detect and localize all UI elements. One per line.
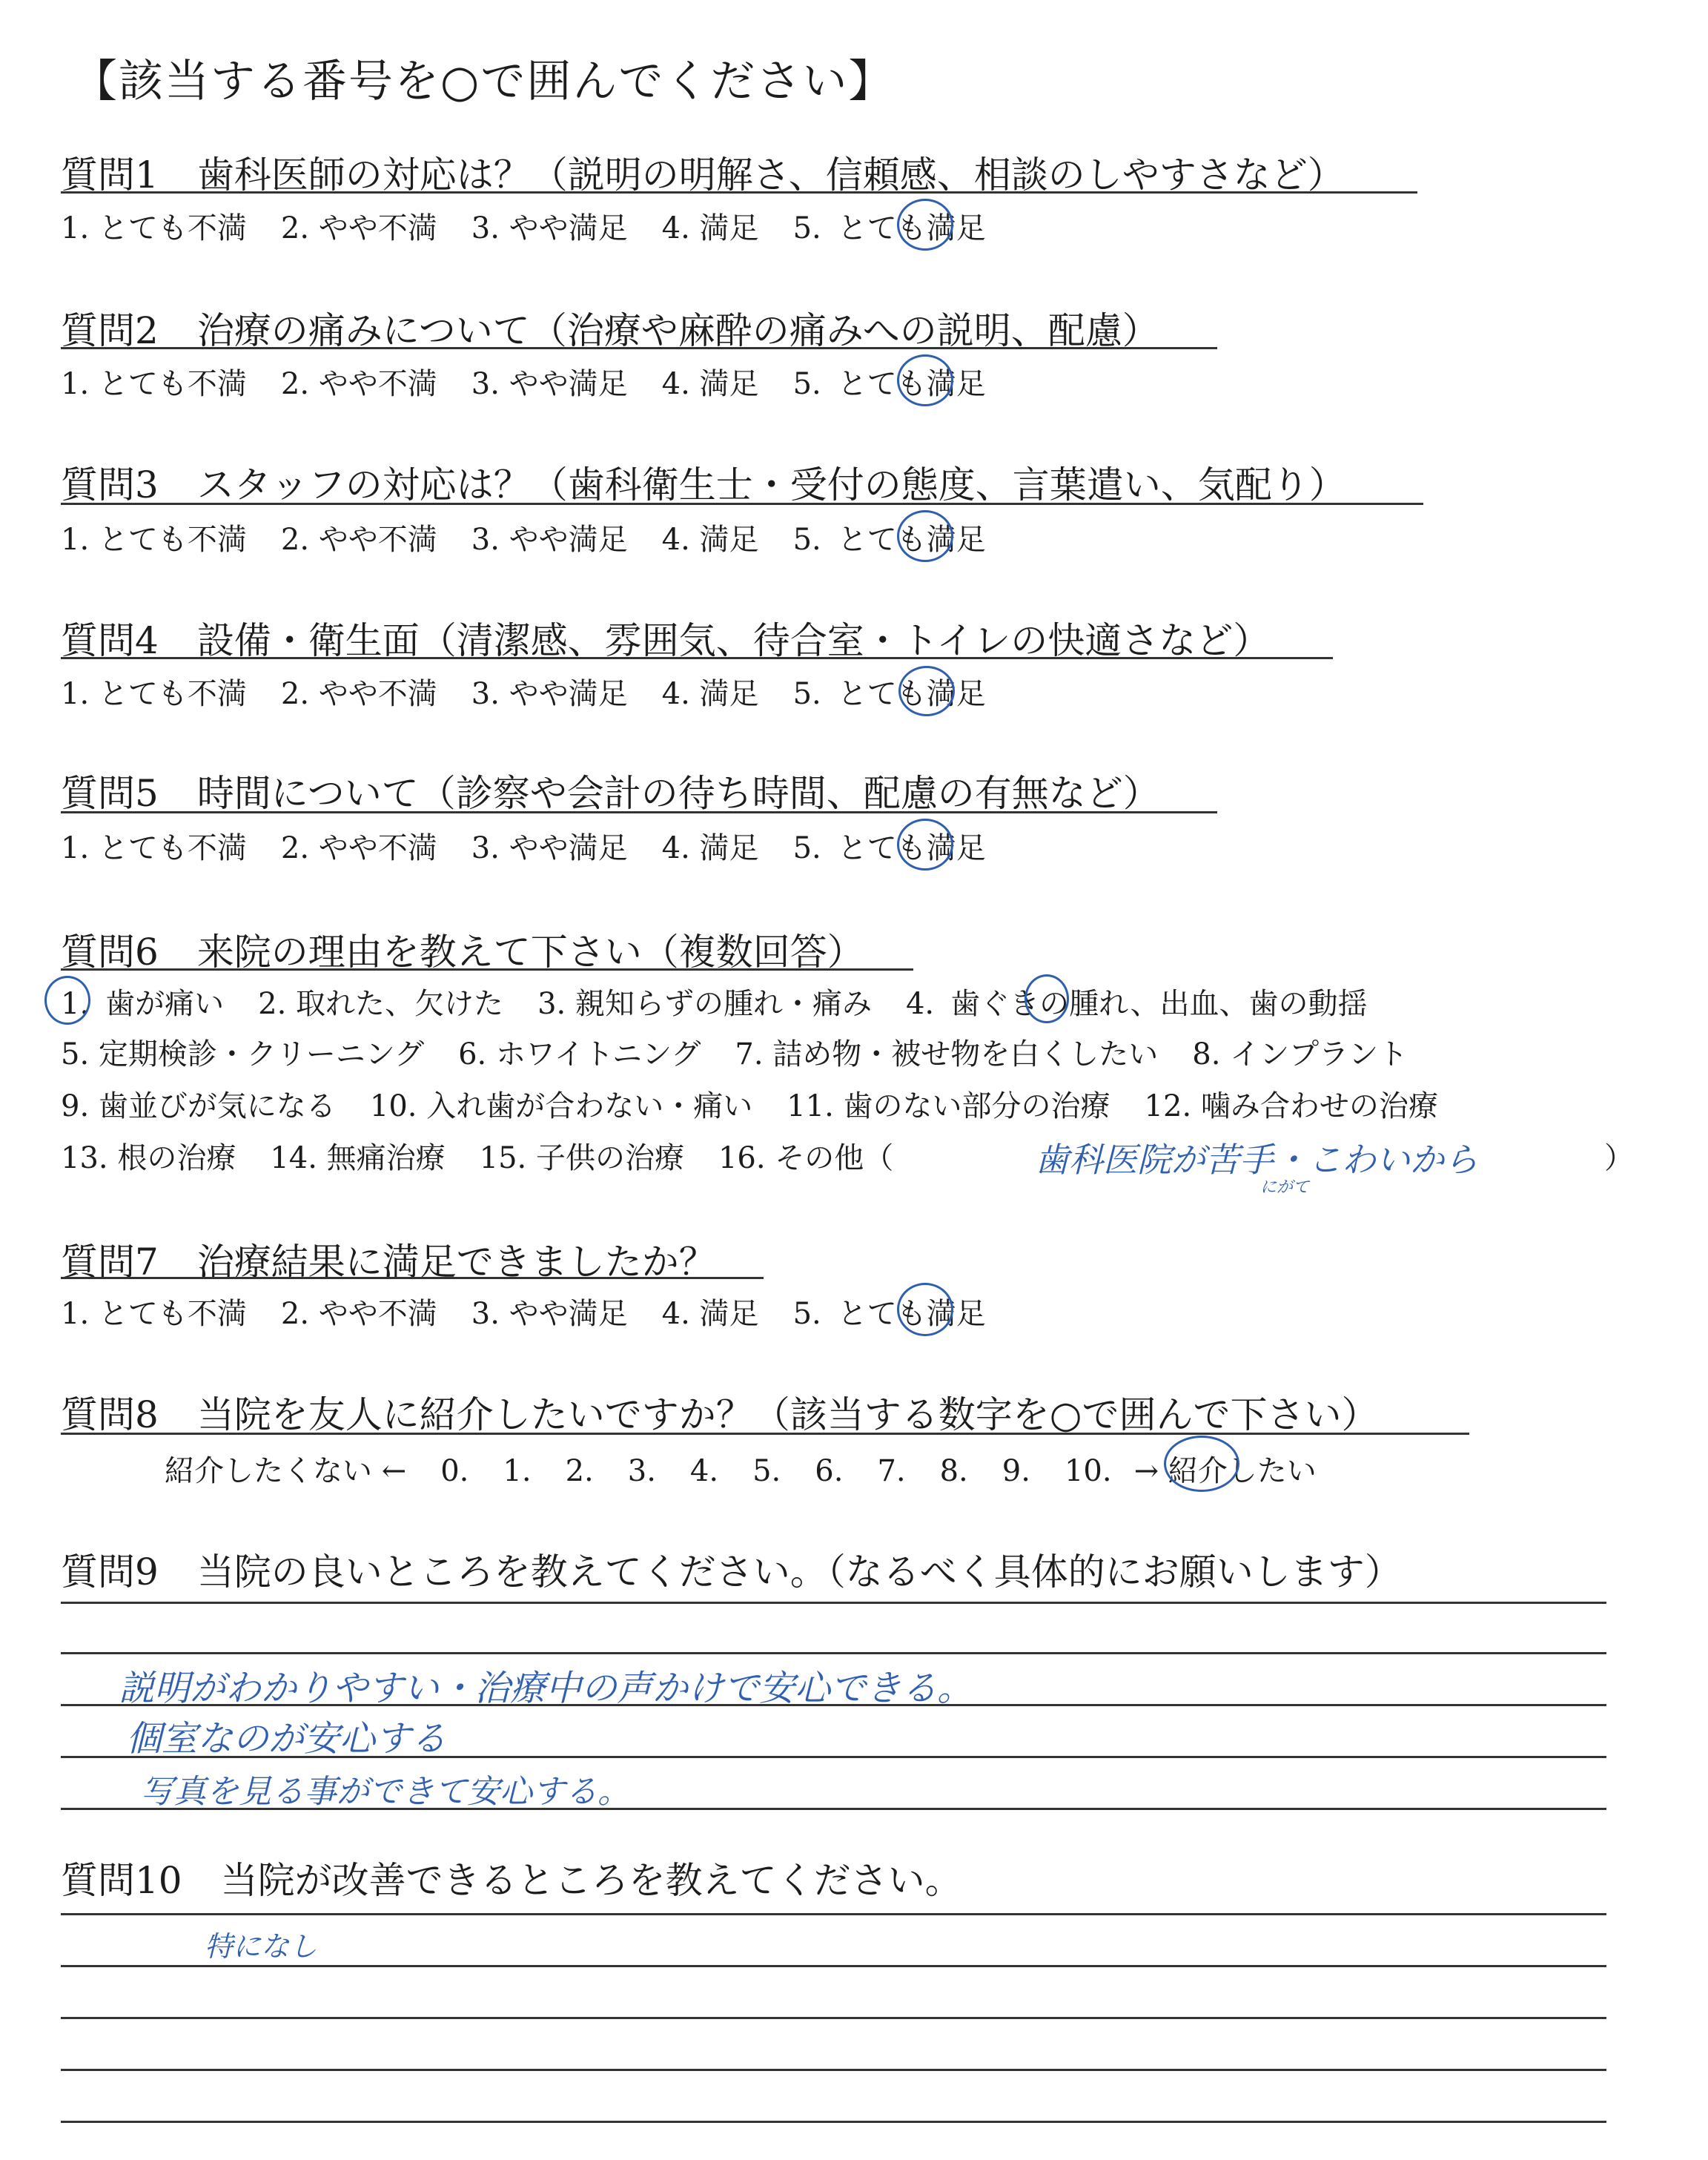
answer-circle-q8 [1164, 1436, 1239, 1492]
option-5[interactable]: 5. [792, 831, 821, 865]
option-8[interactable]: 8. インプラント [1192, 1037, 1409, 1071]
question-label: 質問5 [61, 772, 159, 815]
question-label: 質問7 [61, 1241, 159, 1284]
scale-9[interactable]: 9. [1002, 1454, 1030, 1488]
option-15[interactable]: 15. 子供の治療 [479, 1141, 684, 1175]
option-3[interactable]: 3. やや満足 [471, 1297, 628, 1331]
handwritten-other-reason[interactable]: 歯科医院が苦手・こわいから [1035, 1140, 1478, 1180]
option-12[interactable]: 12. 噛み合わせの治療 [1144, 1089, 1438, 1123]
handwritten-q9-line-1[interactable]: 説明がわかりやすい・治療中の声かけで安心できる。 [119, 1668, 973, 1709]
question-text: 当院を友人に紹介したいですか？（該当する数字を○で囲んで下さい） [196, 1393, 1379, 1436]
answer-circle-q7 [897, 1283, 953, 1336]
scale-right-label: → 紹介したい [1133, 1454, 1317, 1488]
question-9-heading [61, 1542, 1402, 1596]
option-5[interactable]: 5. 定期検診・クリーニング [61, 1037, 425, 1071]
option-3[interactable]: 3. やや満足 [471, 211, 628, 245]
question-7-options [61, 1290, 986, 1332]
option-3[interactable]: 3. やや満足 [471, 367, 628, 401]
option-4[interactable]: 4. 満足 [661, 1297, 759, 1331]
option-3[interactable]: 3. 親知らずの腫れ・痛み [537, 987, 872, 1021]
option-3[interactable]: 3. やや満足 [471, 677, 628, 711]
answer-circle-q1 [897, 199, 953, 251]
question-3-options [61, 516, 986, 558]
option-6[interactable]: 6. ホワイトニング [458, 1037, 701, 1071]
option-1[interactable]: 1. とても不満 [61, 367, 247, 401]
answer-line [61, 1965, 1606, 1967]
scale-1[interactable]: 1. [503, 1454, 532, 1488]
question-text: 時間について（診察や会計の待ち時間、配慮の有無など） [196, 772, 1160, 815]
option-4[interactable]: 4. 満足 [661, 677, 759, 711]
option-2[interactable]: 2. やや不満 [280, 677, 437, 711]
option-4[interactable]: 4. [905, 987, 935, 1021]
question-3-heading [61, 455, 1346, 509]
option-2[interactable]: 2. やや不満 [280, 211, 437, 245]
question-text: 当院が改善できるところを教えてください。 [220, 1859, 962, 1902]
question-text: 歯科医師の対応は？（説明の明解さ、信頼感、相談のしやすさなど） [196, 153, 1345, 196]
scale-8[interactable]: 8. [939, 1454, 968, 1488]
question-5-options [61, 825, 986, 867]
question-1-underline [61, 191, 1417, 194]
answer-line [61, 1652, 1606, 1654]
question-4-underline [61, 657, 1333, 659]
question-5-heading [61, 764, 1160, 817]
option-16-close-paren: ） [1604, 1141, 1634, 1175]
question-6-row-4 [61, 1135, 893, 1177]
option-2[interactable]: 2. 取れた、欠けた [258, 987, 504, 1021]
option-1-label: 歯が痛い [105, 987, 225, 1021]
option-1[interactable]: 1. とても不満 [61, 211, 247, 245]
question-6-underline [61, 968, 913, 971]
option-9[interactable]: 9. 歯並びが気になる [61, 1089, 336, 1123]
option-10[interactable]: 10. 入れ歯が合わない・痛い [369, 1089, 753, 1123]
question-label: 質問1 [61, 153, 159, 196]
answer-line [61, 1913, 1606, 1915]
question-10-heading [61, 1851, 962, 1904]
handwritten-q9-line-2[interactable]: 個室なのが安心する [126, 1718, 447, 1760]
option-13[interactable]: 13. 根の治療 [61, 1141, 236, 1175]
question-label: 質問3 [61, 463, 159, 506]
scale-left-label: 紹介したくない ← [165, 1454, 407, 1488]
option-16[interactable]: 16. その他（ [718, 1141, 894, 1175]
option-1[interactable]: 1. [61, 987, 90, 1021]
question-text: 設備・衛生面（清潔感、雰囲気、待合室・トイレの快適さなど） [196, 619, 1271, 662]
option-1[interactable]: 1. とても不満 [61, 677, 247, 711]
answer-circle-q6-1 [44, 976, 90, 1025]
scale-5[interactable]: 5. [752, 1454, 781, 1488]
option-5[interactable]: 5. [792, 211, 821, 245]
option-5-label: とても満足 [837, 1297, 986, 1331]
option-2[interactable]: 2. やや不満 [280, 367, 437, 401]
option-5[interactable]: 5. [792, 367, 821, 401]
option-3[interactable]: 3. やや満足 [471, 831, 628, 865]
scale-0[interactable]: 0. [440, 1454, 469, 1488]
page-title: 【該当する番号を○で囲んでください】 [73, 56, 895, 108]
option-5[interactable]: 5. [792, 1297, 821, 1331]
option-7[interactable]: 7. 詰め物・被せ物を白くしたい [735, 1037, 1159, 1071]
question-text: 来院の理由を教えて下さい（複数回答） [196, 931, 864, 974]
answer-circle-q2 [897, 354, 953, 406]
answer-line [61, 2121, 1606, 2123]
answer-circle-q3 [897, 510, 953, 562]
question-text: スタッフの対応は？（歯科衛生士・受付の態度、言葉遣い、気配り） [196, 463, 1346, 506]
option-5-label: とても満足 [837, 831, 986, 865]
question-2-options [61, 360, 986, 403]
scale-10[interactable]: 10. [1064, 1454, 1112, 1488]
question-7-underline [61, 1277, 764, 1279]
option-11[interactable]: 11. 歯のない部分の治療 [787, 1089, 1110, 1123]
answer-line [61, 2069, 1606, 2071]
option-1[interactable]: 1. とても不満 [61, 1297, 247, 1331]
question-8-underline [61, 1433, 1469, 1435]
option-5-label: とても満足 [837, 677, 986, 711]
handwritten-other-note: にがて [1260, 1178, 1310, 1197]
question-label: 質問8 [61, 1393, 159, 1436]
question-6-row-3 [61, 1083, 1438, 1125]
option-5-label: とても満足 [837, 211, 986, 245]
question-6-row-1 [61, 980, 1368, 1023]
answer-line [61, 2017, 1606, 2019]
option-5-label: とても満足 [837, 367, 986, 401]
option-14[interactable]: 14. 無痛治療 [270, 1141, 446, 1175]
question-8-scale [165, 1447, 1317, 1490]
answer-circle-q4 [898, 666, 955, 716]
option-2[interactable]: 2. やや不満 [280, 1297, 437, 1331]
question-text: 当院の良いところを教えてください。（なるべく具体的にお願いします） [196, 1550, 1402, 1593]
option-4[interactable]: 4. 満足 [661, 367, 759, 401]
question-text: 治療結果に満足できましたか？ [196, 1241, 716, 1284]
option-3[interactable]: 3. やや満足 [471, 523, 628, 557]
question-text: 治療の痛みについて（治療や麻酔の痛みへの説明、配慮） [196, 309, 1159, 352]
question-2-underline [61, 347, 1217, 349]
option-4-label: 歯ぐきの腫れ、出血、歯の動揺 [950, 987, 1368, 1021]
option-1[interactable]: 1. とても不満 [61, 831, 247, 865]
answer-circle-q5 [897, 819, 953, 871]
scale-6[interactable]: 6. [815, 1454, 844, 1488]
option-4[interactable]: 4. 満足 [661, 523, 759, 557]
option-4[interactable]: 4. 満足 [661, 831, 759, 865]
scale-2[interactable]: 2. [565, 1454, 594, 1488]
question-4-options [61, 670, 986, 713]
option-5[interactable]: 5. [792, 523, 821, 557]
option-5-label: とても満足 [837, 523, 986, 557]
question-label: 質問6 [61, 931, 159, 974]
question-5-underline [61, 811, 1217, 813]
option-5[interactable]: 5. [792, 677, 821, 711]
scale-7[interactable]: 7. [877, 1454, 906, 1488]
answer-line [61, 1602, 1606, 1604]
question-label: 質問10 [61, 1859, 182, 1902]
option-1[interactable]: 1. とても不満 [61, 523, 247, 557]
answer-circle-q6-4 [1025, 974, 1069, 1023]
option-2[interactable]: 2. やや不満 [280, 523, 437, 557]
option-2[interactable]: 2. やや不満 [280, 831, 437, 865]
question-6-row-2 [61, 1031, 1408, 1073]
question-8-heading [61, 1385, 1378, 1439]
question-label: 質問4 [61, 619, 159, 662]
handwritten-q9-line-3[interactable]: 写真を見る事ができて安心する。 [141, 1773, 630, 1811]
handwritten-q10[interactable]: 特になし [205, 1930, 318, 1963]
scale-4[interactable]: 4. [689, 1454, 719, 1488]
question-label: 質問9 [61, 1550, 159, 1593]
scale-3[interactable]: 3. [627, 1454, 656, 1488]
question-label: 質問2 [61, 309, 159, 352]
option-4[interactable]: 4. 満足 [661, 211, 759, 245]
question-1-options [61, 205, 986, 247]
question-3-underline [61, 503, 1423, 505]
